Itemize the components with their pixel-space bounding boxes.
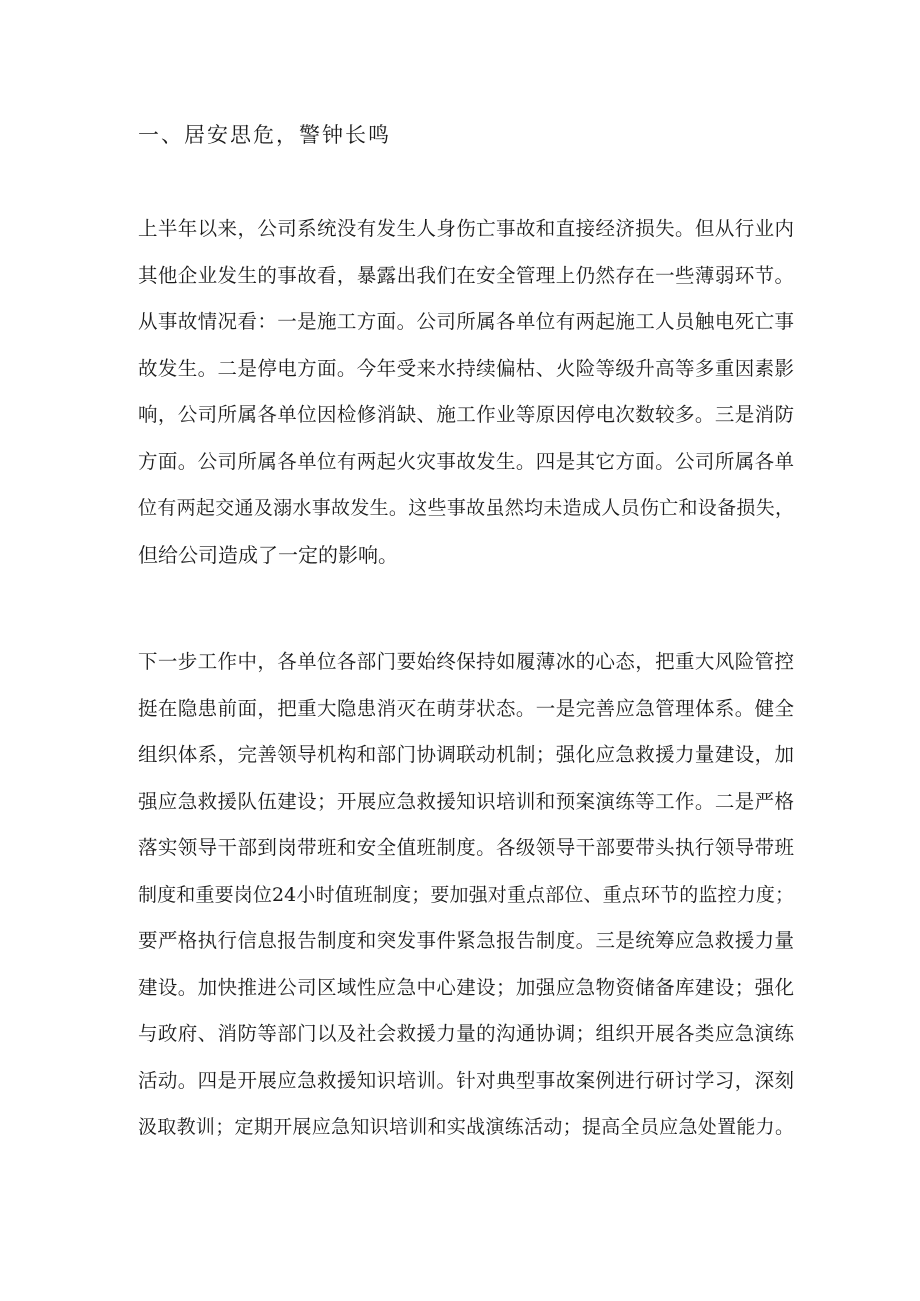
paragraph-line: 组织体系，完善领导机构和部门协调联动机制；强化应急救援力量建设，加 — [138, 743, 794, 766]
paragraph-next-steps — [138, 639, 794, 1151]
paragraph-line: 响，公司所属各单位因检修消缺、施工作业等原因停电次数较多。三是消防 — [138, 403, 794, 426]
paragraph-line: 与政府、消防等部门以及社会救援力量的沟通协调；组织开展各类应急演练 — [138, 1022, 794, 1045]
paragraph-line: 其他企业发生的事故看，暴露出我们在安全管理上仍然存在一些薄弱环节。 — [138, 263, 794, 287]
paragraph-line: 要严格执行信息报告制度和突发事件紧急报告制度。三是统筹应急救援力量 — [138, 929, 794, 952]
paragraph-line: 从事故情况看：一是施工方面。公司所属各单位有两起施工人员触电死亡事 — [138, 310, 794, 333]
paragraph-line: 上半年以来，公司系统没有发生人身伤亡事故和直接经济损失。但从行业内 — [138, 217, 794, 240]
paragraph-line: 活动。四是开展应急救援知识培训。针对典型事故案例进行研讨学习，深刻 — [138, 1068, 794, 1092]
paragraph-line: 故发生。二是停电方面。今年受来水持续偏枯、火险等级升高等多重因素影 — [138, 356, 794, 380]
paragraph-line: 汲取教训；定期开展应急知识培训和实战演练活动；提高全员应急处置能力。 — [138, 1116, 794, 1138]
paragraph-line: 但给公司造成了一定的影响。 — [138, 542, 398, 567]
paragraph-line: 建设。加快推进公司区域性应急中心建设；加强应急物资储备库建设；强化 — [138, 975, 794, 999]
section-heading: 一、居安思危，警钟长鸣 — [138, 123, 391, 147]
paragraph-line: 方面。公司所属各单位有两起火灾事故发生。四是其它方面。公司所属各单 — [138, 449, 794, 473]
paragraph-line: 位有两起交通及溺水事故发生。这些事故虽然均未造成人员伤亡和设备损失， — [138, 497, 794, 519]
paragraph-incident-review — [138, 206, 794, 578]
paragraph-line: 下一步工作中，各单位各部门要始终保持如履薄冰的心态，把重大风险管控 — [138, 650, 794, 673]
paragraph-line: 挺在隐患前面，把重大隐患消灭在萌芽状态。一是完善应急管理体系。健全 — [138, 696, 794, 720]
paragraph-line: 强应急救援队伍建设；开展应急救援知识培训和预案演练等工作。二是严格 — [138, 789, 794, 813]
paragraph-line: 落实领导干部到岗带班和安全值班制度。各级领导干部要带头执行领导带班 — [138, 836, 794, 859]
paragraph-line: 制度和重要岗位24小时值班制度；要加强对重点部位、重点环节的监控力度； — [138, 883, 794, 906]
